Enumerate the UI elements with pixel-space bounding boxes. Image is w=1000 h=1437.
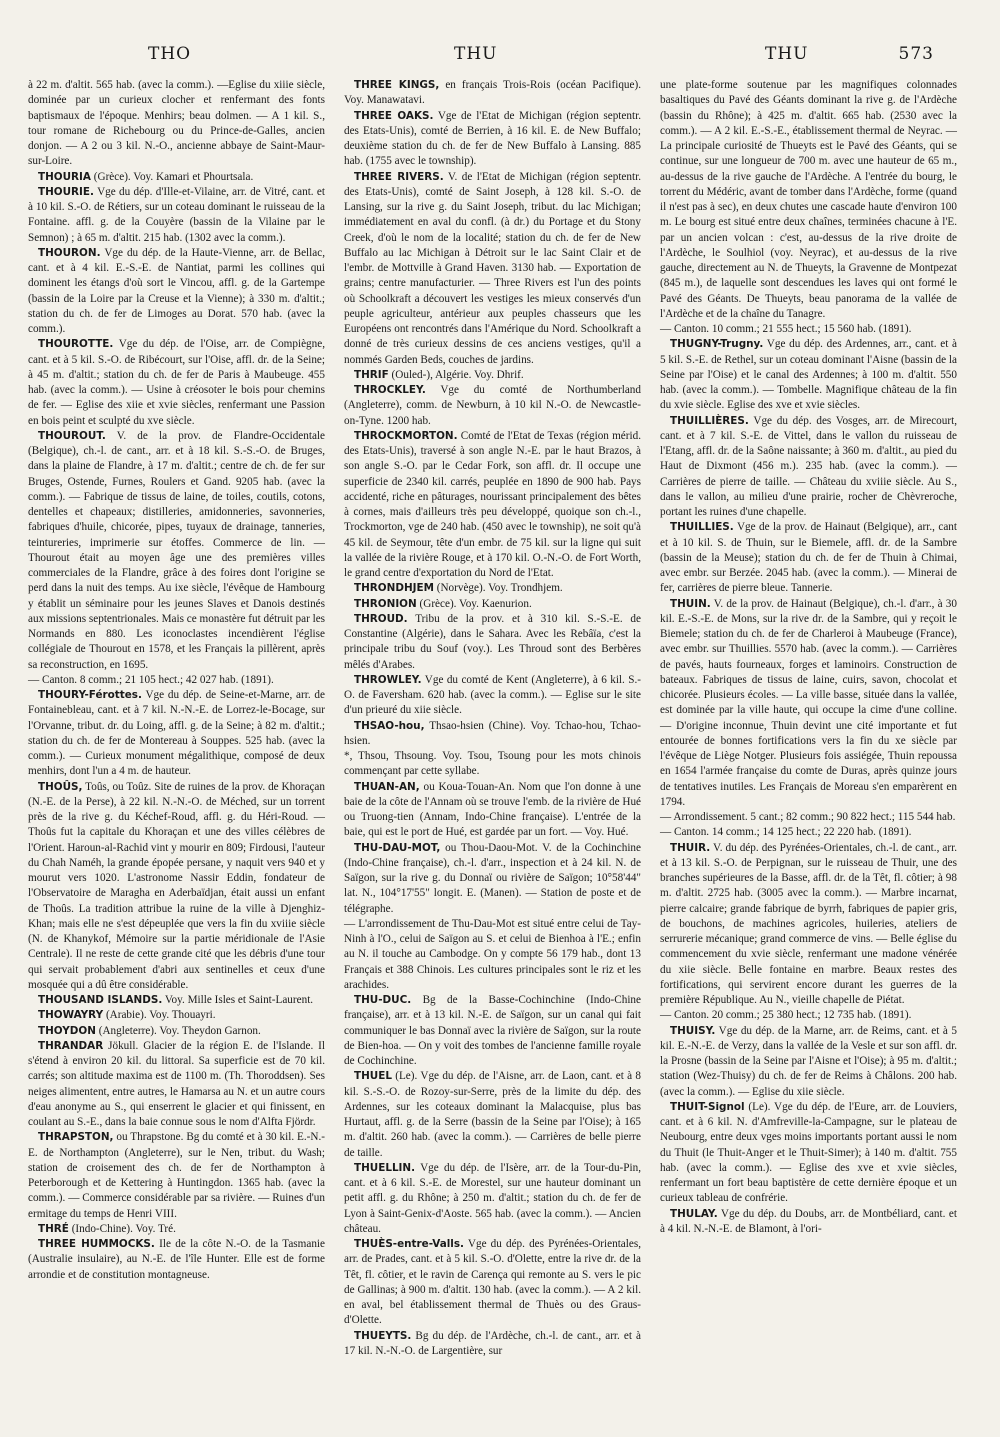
entry-text: V. de la prov. de Hainaut (Belgique), ch.-l. d'arr., à 30 kil. E.-S.-E. de Mons, sur la rive dr. de la Sambre, qui y reçoit le Biemele; station du ch. de fer de Charleroi à Maubeuge (France), avec embr. sur Thuillies. 5570 hab. (avec la comm.). — Carrières de pavés, hauts fourneaux, forges et laminoirs. Construction de bateaux. Fabriques de tissus de laine, cuirs, savon, chocolat et chicorée. Plusieurs écoles. — La ville basse, située dans la vallée, est dominée par la ville haute, qui occupe la cime d'une colline. — D'origine inconnue, Thuin devint une cité importante et fut entourée de bonnes fortifications vers la fin du xe siècle par l'évêque de Liège Notger. Plusieurs fois assiégée, Thuin repoussa en 1654 l'armée française du comte de Duras, après quinze jours de tentatives inutiles. Les Français de Moreau s'en emparèrent en 1794. bbox=[660, 597, 957, 808]
entry-headword: THROCKMORTON. bbox=[354, 429, 458, 442]
entry-headword: THRANDAR bbox=[38, 1039, 104, 1052]
entry-text: Tribu de la prov. et à 310 kil. S.-S.-E. de Constantine (Algérie), dans le Sahara. Avec les Rebâïa, c'est la principale tribu du Souf (voy.). Les Throud sont des Berbères mêlés d'Arabes. bbox=[344, 612, 641, 671]
dictionary-entry bbox=[28, 1024, 325, 1039]
entry-text: (Angleterre). Voy. Theydon Garnon. bbox=[95, 1024, 261, 1037]
entry-text: V. de la prov. de Flandre-Occidentale (Belgique), ch.-l. de cant., arr. et à 18 kil. S.-S.-O. de Bruges, dans la plaine de Flandre, à 17 m. d'altit.; centre de ch. de fer sur Bruges, Ostende, Furnes, Roulers et Gand. 9205 hab. (avec la comm.). — Fabrique de tissus de laine, de toiles, coutils, cotons, dentelles et chapeaux; distilleries, amidonneries, savonneries, fabriques d'huile, chicorée, pipes, tuyaux de drainage, tanneries, teintureries, imprimerie sur étoffes. Commerce de lin. — Thourout était au moyen âge une des premières villes commerciales de la Flandre, grâce à des foires dont l'origine se perd dans la nuit des temps. Au ixe siècle, l'évêque de Hambourg y établit un séminaire pour les jeunes Slaves et Danois destinés aux missions septentrionales. Mais ce monastère fut détruit par les Normands en 880. Les iconoclastes incendièrent l'église collégiale de Thourout en 1578, et les Français la pillèrent, après sa reconstruction, en 1695. bbox=[28, 429, 326, 671]
dictionary-entry bbox=[28, 1222, 325, 1237]
entry-text: (Indo-Chine). Voy. Tré. bbox=[68, 1222, 176, 1235]
page-number: 573 bbox=[898, 44, 934, 64]
entry-text: (Arabie). Voy. Thouayri. bbox=[103, 1009, 216, 1022]
entry-headword: THOWAYRY bbox=[38, 1009, 104, 1022]
entry-headword: THREE RIVERS. bbox=[354, 170, 444, 183]
entry-headword: THOURY-Férottes. bbox=[38, 689, 142, 701]
dictionary-entry bbox=[344, 673, 641, 719]
dictionary-entry bbox=[344, 429, 641, 582]
entry-headword: THRÉ bbox=[38, 1222, 69, 1235]
dictionary-entry bbox=[344, 109, 641, 170]
entry-headword: THU-DAU-MOT, bbox=[354, 841, 441, 854]
entry-text: — Canton. 20 comm.; 25 380 hect.; 12 735 hab. (1891). bbox=[660, 1009, 912, 1022]
entry-headword: THULAY. bbox=[670, 1207, 718, 1220]
dictionary-entry bbox=[344, 993, 641, 1069]
entry-headword: THOÛS, bbox=[38, 780, 83, 793]
dictionary-entry bbox=[344, 841, 641, 917]
entry-text: — L'arrondissement de Thu-Dau-Mot est situé entre celui de Tay-Ninh à l'O., celui de Saïgon au S. et celui de Bienhoa à l'E.; enfin au N. il touche au Cambodge. On y compte 56 179 hab., dont 13 Français et 388 Chinois. Les cultures principales sont le riz et les arachides. bbox=[344, 917, 641, 991]
entry-text: Vge du dép. d'Ille-et-Vilaine, arr. de Vitré, cant. et à 10 kil. S.-O. de Rétiers, sur un coteau dominant le ruisseau de la Fontaine. affl. g. de la Couyère (bassin de la Vilaine par le Semnon) ; à 65 m. d'altit. 215 hab. (1302 avec la comm.). bbox=[28, 185, 325, 244]
dictionary-entry bbox=[660, 1100, 957, 1207]
entry-headword: THUIR. bbox=[670, 841, 711, 854]
dictionary-entry bbox=[28, 1130, 325, 1222]
entry-headword: THREE HUMMOCKS. bbox=[38, 1238, 155, 1250]
entry-text: — Canton. 10 comm.; 21 555 hect.; 15 560 hab. (1891). bbox=[660, 323, 912, 335]
header-left-guide-word: THO bbox=[148, 44, 192, 64]
dictionary-entry bbox=[660, 322, 957, 337]
entry-text: ou Thou-Daou-Mot. V. de la Cochinchine (Indo-Chine française), ch.-l. d'arr., inspection et à 24 kil. N. de Saïgon, sur la rive g. du Donnaï ou rivière de Saïgon; 10°58'44" lat. N., 104°17'55" longit. E. (Manen). — Station de poste et de télégraphe. bbox=[344, 841, 641, 915]
dictionary-entry bbox=[28, 337, 325, 429]
dictionary-entry bbox=[660, 1207, 957, 1238]
dictionary-entry bbox=[28, 993, 325, 1008]
dictionary-entry bbox=[344, 719, 641, 750]
dictionary-entry bbox=[344, 1069, 641, 1161]
dictionary-entry bbox=[660, 841, 957, 1009]
entry-headword: THRONDHJEM bbox=[354, 582, 434, 595]
dictionary-entry bbox=[344, 78, 641, 109]
column-3 bbox=[660, 78, 957, 1237]
entry-headword: THUILLIÈRES. bbox=[670, 414, 749, 427]
entry-headword: THOURIA bbox=[38, 170, 91, 183]
entry-text: — Canton. 14 comm.; 14 125 hect.; 22 220 hab. (1891). bbox=[660, 826, 912, 839]
entry-text: Thsao-hsien (Chine). Voy. Tchao-hou, Tchao-hsien. bbox=[344, 719, 641, 747]
dictionary-entry bbox=[344, 170, 641, 368]
entry-text: (Grèce). Voy. Kaenurion. bbox=[416, 597, 532, 610]
dictionary-entry bbox=[28, 246, 325, 338]
entry-text: — Canton. 8 comm.; 21 105 hect.; 42 027 hab. (1891). bbox=[28, 673, 274, 686]
dictionary-entry bbox=[660, 810, 957, 825]
entry-text: Vge du dép. des Vosges, arr. de Mirecourt, cant. et à 7 kil. S.-E. de Vittel, dans le vallon du ruisseau de l'Etang, affl. dr. de la Saône naissante; à 360 m. d'altit., au pied du Haut de Dixmont (456 m.). 235 hab. (avec la comm.). — Carrières de pierre de taille. — Château du xviiie siècle. Au S., dans le vallon, au milieu d'une prairie, rocher de Chèvreroche, portant les ruines d'une chapelle. bbox=[660, 414, 957, 518]
entry-text: Vge du dép. de l'Isère, arr. de la Tour-du-Pin, cant. et à 6 kil. S.-E. de Morestel, sur une hauteur dominant un petit affl. g. du Rhône; à 250 m. d'altit.; station du ch. de fer de Lyon à Saint-Genix-d'Aoste. 565 hab. (avec la comm.). — Ancien château. bbox=[344, 1161, 641, 1235]
entry-text: (Le). Vge du dép. de l'Eure, arr. de Louviers, cant. et à 6 kil. N. d'Amfreville-la-Campagne, sur le plateau de Neubourg, entre deux vges moins importants portant aussi le nom du Thuit (le Thuit-Anger et le Thuit-Simer); à 140 m. d'altit. 755 hab. (avec la comm.). — Eglise des xve et xvie siècles, renfermant un fort beau baptistère de cette dernière époque et un curieux tableau de confrérie. bbox=[660, 1100, 957, 1205]
dictionary-entry bbox=[344, 597, 641, 612]
column-1 bbox=[28, 78, 325, 1283]
entry-text: Vge du comté de Northumberland (Angleterre), comm. de Newburn, à 10 kil N.-O. de Newcastle-on-Tyne. 1200 hab. bbox=[344, 384, 641, 427]
dictionary-entry bbox=[344, 917, 641, 993]
entry-text: Jökull. Glacier de la région E. de l'Islande. Il s'étend à environ 20 kil. du littoral. Sa superficie est de 70 kil. carrés; son altitude maxima est de 1100 m. (Th. Thoroddsen). Ses neiges alimentent, entre autres, le Hamarsa au N. et un autre cours d'eau anonyme au S., qui enserrent le glacier et qui finissent, en coulant au S.-E., dans la baie connue sous le nom d'Alfta Fjördr. bbox=[28, 1039, 325, 1128]
entry-text: *, Thsou, Thsoung. Voy. Tsou, Tsoung pour les mots chinois commençant par cette syllabe. bbox=[344, 750, 641, 778]
entry-headword: THRIF bbox=[354, 368, 389, 381]
entry-headword: THOUROUT. bbox=[38, 429, 106, 442]
entry-text: (Grèce). Voy. Kamari et Phourtsala. bbox=[90, 170, 254, 183]
entry-headword: THUAN-AN, bbox=[354, 780, 420, 793]
dictionary-entry bbox=[660, 414, 957, 521]
dictionary-entry bbox=[28, 1008, 325, 1023]
entry-headword: THUELLIN. bbox=[354, 1161, 416, 1174]
dictionary-entry bbox=[660, 1024, 957, 1100]
dictionary-entry bbox=[28, 688, 325, 780]
dictionary-entry bbox=[660, 337, 957, 413]
dictionary-entry bbox=[28, 1237, 325, 1283]
entry-text: Bg de la Basse-Cochinchine (Indo-Chine française), arr. et à 13 kil. N.-E. de Saïgon, sur un canal qui fait communiquer le bas Donnaï avec la rivière de Saïgon, sur la route de Bien-hoa. — On y voit des tombes de l'ancienne famille royale de Cochinchine. bbox=[344, 994, 641, 1067]
dictionary-entry bbox=[28, 170, 325, 185]
dictionary-entry bbox=[344, 581, 641, 596]
entry-text: Vge du comté de Kent (Angleterre), à 6 kil. S.-O. de Faversham. 620 hab. (avec la comm.). — Eglise sur le site d'un prieuré du xiie siècle. bbox=[344, 673, 641, 717]
dictionary-entry bbox=[28, 429, 325, 673]
entry-headword: THROUD. bbox=[354, 612, 408, 625]
entry-text: ou Thrapstone. Bg du comté et à 30 kil. E.-N.-E. de Northampton (Angleterre), sur le Nen, tribut. du Wash; station de croisement des ch. de fer de Northampton à Peterborough et de Kettering à Huntingdon. 1365 hab. (avec la comm.). — Commerce considérable par sa rivière. — Ruines d'un ermitage du temps de Henri VIII. bbox=[28, 1131, 325, 1220]
entry-headword: THOYDON bbox=[38, 1024, 96, 1037]
entry-text: en français Trois-Rois (océan Pacifique). Voy. Manawatavi. bbox=[344, 79, 641, 107]
entry-headword: THOUROTTE. bbox=[38, 338, 114, 351]
entry-text: (Le). Vge du dép. de l'Aisne, arr. de Laon, cant. et à 8 kil. S.-S.-O. de Rozoy-sur-Serre, près de la limite du dép. des Ardennes, sur les coteaux dominant la Malacquise, plus bas Hurtaut, affl. g. de la Serre (bassin de la Seine par l'Oise); à 165 m. d'altit. 260 hab. (avec la comm.). — Carrières de belle pierre de taille. bbox=[344, 1070, 641, 1159]
dictionary-entry bbox=[344, 383, 641, 429]
entry-headword: THREE OAKS. bbox=[354, 109, 434, 122]
entry-text: à 22 m. d'altit. 565 hab. (avec la comm.). —Eglise du xiiie siècle, dominée par un curieux clocher et renfermant des fonts baptismaux de l'époque. Menhirs; beau dolmen. — A 1 kil. S., tour romane de Richebourg ou du Prince-de-Galles, ancien donjon. — A 2 ou 3 kil. N.-O., ancienne abbaye de Saint-Maur-sur-Loire. bbox=[28, 79, 325, 168]
entry-headword: THUEL bbox=[354, 1070, 392, 1083]
entry-headword: THOURIE. bbox=[38, 185, 94, 198]
dictionary-entry bbox=[344, 1237, 641, 1329]
dictionary-entry bbox=[660, 1008, 957, 1023]
entry-text: Voy. Mille Isles et Saint-Laurent. bbox=[162, 994, 314, 1006]
entry-headword: THOUSAND ISLANDS. bbox=[38, 994, 163, 1006]
entry-text: V. de l'Etat de Michigan (région septentr. des Etats-Unis), comté de Saint Joseph, à 128 kil. S.-O. de Lansing, sur la rive g. du Saint Joseph, tribut. du lac Michigan; immédiatement en aval du confl. (à dr.) du Portage et du Stony Creek, d'où le nom de la localité; station du ch. de fer de New Buffalo au lac Michigan à Détroit sur le lac Saint Clair et de l'embr. de Mottville à Grand Haven. 3130 hab. — Exportation de grains; centre manufacturier. — Three Rivers est l'un des points où Schoolkraft a découvert les vestiges les mieux conservés d'un peuple agriculteur, antérieur aux peuples chasseurs que les Européens ont rencontrés dans l'Amérique du Nord. Schoolkraft a donné de très curieux dessins de ces anciens vestiges, qu'il a nommés Garden Beds, couches de jardins. bbox=[344, 170, 642, 366]
entry-text: Ile de la côte N.-O. de la Tasmanie (Australie insulaire), au N.-E. de l'île Hunter. Elle est de forme arrondie et de constitution montagneuse. bbox=[28, 1238, 325, 1281]
dictionary-entry bbox=[344, 368, 641, 383]
entry-headword: THUIN. bbox=[670, 597, 711, 610]
entry-headword: THROCKLEY. bbox=[354, 384, 426, 396]
dictionary-entry bbox=[344, 1161, 641, 1237]
dictionary-entry bbox=[344, 780, 641, 841]
entry-text: Comté de l'Etat de Texas (région mérid. des Etats-Unis), traversé à son angle N.-E. par le haut Brazos, à son angle S.-O. par le Cedar Fork, son affl. dr. Il occupe une superficie de 2340 kil. carrés, peuplée en 1890 de 900 hab. Pays accidenté, riche en pâturages, nourissant principalement des bêtes à cornes, mais d'ailleurs très peu développé, quoique son ch.-l., Trockmorton, vge de 240 hab. (450 avec le township), ne soit qu'à 45 kil. de Seymour, tête d'un embr. de 75 kil. sur la ligne qui suit la vallée de la rivière Rouge, et à 170 kil. O.-N.-O. de Fort Worth, le grand centre d'exportation du Nord de l'Etat. bbox=[344, 429, 641, 579]
dictionary-entry bbox=[28, 780, 325, 994]
header-center-guide-word: THU bbox=[454, 44, 498, 64]
entry-text: Vge du dép. du Doubs, arr. de Montbéliard, cant. et à 4 kil. N.-N.-E. de Blamont, à l'ori- bbox=[660, 1207, 957, 1235]
dictionary-entry bbox=[28, 185, 325, 246]
entry-text: Vge du dép. de la Haute-Vienne, arr. de Bellac, cant. et à 4 kil. E.-S.-E. de Nantiat, parmi les collines qui dominent les étangs d'où sort le Vincou, affl. g. de la Gartempe (bassin de la Loire par la Creuse et la Vienne); à 330 m. d'altit.; station du ch. de fer de Limoges au Dorat. 570 hab. (avec la comm.). bbox=[28, 246, 325, 335]
entry-headword: THSAO-hou, bbox=[354, 719, 425, 732]
dictionary-entry bbox=[344, 749, 641, 780]
entry-headword: THUISY. bbox=[670, 1024, 716, 1037]
entry-text: Toûs, ou Toûz. Site de ruines de la prov. de Khoraçan (N.-E. de la Perse), à 22 kil. N.-N.-O. de Méched, sur un torrent près de la rive g. du Kéchef-Roud, affl. g. du Héri-Roud. — Thoûs fut la capitale du Khoraçan et une des villes célèbres de l'Orient. Haroun-al-Rachid vint y mourir en 809; Firdousi, l'auteur du Chah Naméh, la grande épopée persane, y naquit vers 940 et y mourut vers 1020. L'astronome Nassir Eddin, fondateur de l'Observatoire de Maragha en Aderbaïdjan, était aussi un enfant de Thoûs. La tradition attribue la ruine de la ville à Djenghiz-Khan; mais elle ne s'est dépeuplée que vers la fin du xviiie siècle (N. de Khanykof, Mémoire sur la partie méridionale de l'Asie Centrale). Il ne reste de cette grande cité que les débris d'une tour qui servait probablement d'abri aux sentinelles et ceux d'une mosquée qui a dû être considérable. bbox=[28, 780, 325, 991]
entry-text: Vge du dép. de l'Oise, arr. de Compiègne, cant. et à 5 kil. S.-O. de Ribécourt, sur l'Oise, affl. dr. de la Seine; à 45 m. d'altit.; station du ch. de fer de Paris à Maubeuge. 455 hab. (avec la comm.). — Usine à créosoter le bois pour chemins de fer. — Eglise des xiie et xvie siècles, renfermant une Passion en bois peint et sculpté du xve siècle. bbox=[28, 338, 325, 427]
entry-text: Bg du dép. de l'Ardèche, ch.-l. de cant., arr. et à 17 kil. N.-N.-O. de Largentière, sur bbox=[344, 1329, 641, 1357]
entry-headword: THOURON. bbox=[38, 246, 101, 259]
entry-text: Vge du dép. des Ardennes, arr., cant. et à 5 kil. S.-E. de Rethel, sur un coteau dominant l'Aisne (bassin de la Seine par l'Oise) et le canal des Ardennes; à 100 m. d'altit. 550 hab. (avec la comm.). — Tombelle. Magnifique château de la fin du xvie siècle. Eglise des xve et xvie siècles. bbox=[660, 338, 957, 412]
entry-headword: THRONION bbox=[354, 597, 417, 610]
entry-headword: THREE KINGS, bbox=[354, 79, 440, 91]
running-header bbox=[0, 44, 1000, 74]
entry-headword: THROWLEY. bbox=[354, 673, 422, 686]
entry-text: ou Koua-Touan-An. Nom que l'on donne à une baie de la côte de l'Annam où se trouve l'emb. de la rivière de Hué ou Truong-tien (Annam, Indo-Chine française). L'entrée de la baie, qui est le port de Hué, est gardée par un fort. — Voy. Hué. bbox=[344, 780, 641, 839]
entry-text: Vge de la prov. de Hainaut (Belgique), arr., cant et à 10 kil. S. de Thuin, sur le Biemele, affl. dr. de la Sambre (bassin de la Meuse); station du ch. de fer de Thuin à Chimai, avec embr. sur Berzée. 2045 hab. (avec la comm.). — Minerai de fer, carrières de pierre bleue. Tannerie. bbox=[660, 521, 957, 595]
entry-text: une plate-forme soutenue par les magnifiques colonnades basaltiques du Pavé des Géants dominant la rive g. de l'Ardèche (bassin du Rhône); à 425 m. d'altit. 665 hab. (2530 avec la comm.). — A 2 kil. E.-S.-E., établissement thermal de Neyrac. — La principale curiosité de Thueyts est le Pavé des Géants, qui se continue, sur une longueur de 700 m. avec une hauteur de 65 m., au-dessus de la rive gauche de l'Ardèche. A l'entrée du bourg, le torrent du Médéric, avant de tomber dans l'Ardèche, forme (quand il n'est pas à sec), en deux chutes une cascade haute d'environ 100 m. Le bourg est situé entre deux chaînes, terminées chacune à l'E. par un ancien volcan : c'est, au-dessus de la rive droite de l'Ardèche, le Soulhiol (voy. Neyrac), et au-dessus de la rive gauche, directement au N. de Thueyts, la Gravenne de Montpezat (845 m.), de laquelle sont descendues les laves qui ont formé le Pavé des Géants. De Thueyts, beau panorama de la vallée de l'Ardèche et de la chaîne du Tanagre. bbox=[660, 79, 957, 320]
entry-text: V. du dép. des Pyrénées-Orientales, ch.-l. de cant., arr. et à 13 kil. S.-O. de Perpignan, sur le ruisseau de Thuir, une des branches supérieures de la Basse, affl. dr. de la Têt, fl. côtier; à 98 m. d'altit. 2725 hab. (3005 avec la comm.). — Marbre incarnat, pierre calcaire; grande fabrique de byrrh, fabriques de papier gris, de bouchons, de machines agricoles, huileries, ateliers de serrurerie mécanique; grand commerce de vins. — Belle église du commencement du xvie siècle, renfermant une madone vénérée du xiie siècle. Belle fontaine en marbre. Beaux restes des fortifications, qui servirent encore durant les guerres de la première République. Au N., vieille chapelle de Piétat. bbox=[660, 841, 957, 1006]
entry-text: — Arrondissement. 5 cant.; 82 comm.; 90 822 hect.; 115 544 hab. bbox=[660, 811, 956, 823]
dictionary-entry bbox=[344, 1329, 641, 1360]
dictionary-entry bbox=[28, 673, 325, 688]
entry-headword: THU-DUC. bbox=[354, 994, 412, 1006]
dictionary-entry bbox=[28, 78, 325, 170]
entry-headword: THUGNY-Trugny. bbox=[670, 338, 764, 351]
column-2 bbox=[344, 78, 641, 1359]
dictionary-entry bbox=[660, 597, 957, 811]
entry-headword: THUILLIES. bbox=[670, 521, 734, 534]
dictionary-entry bbox=[660, 520, 957, 596]
dictionary-entry bbox=[28, 1039, 325, 1131]
dictionary-entry bbox=[660, 825, 957, 840]
header-right-guide-word: THU bbox=[765, 44, 809, 64]
entry-headword: THRAPSTON, bbox=[38, 1131, 114, 1144]
dictionary-entry bbox=[344, 612, 641, 673]
entry-text: Vge du dép. des Pyrénées-Orientales, arr. de Prades, cant. et à 5 kil. S.-O. d'Olette, entre la rive dr. de la Têt, fl. côtier, et le ravin de Carença qui remonte au S. vers le pic de Gallinas; à 900 m. d'altit. 130 hab. (avec la comm.). — A 2 kil. en aval, bel établissement thermal de Thuès ou des Graus-d'Olette. bbox=[344, 1238, 641, 1327]
entry-text: (Ouled-), Algérie. Voy. Dhrif. bbox=[388, 368, 524, 381]
dictionary-entry bbox=[660, 78, 957, 322]
entry-text: (Norvège). Voy. Trondhjem. bbox=[433, 582, 563, 595]
entry-text: Vge de l'Etat de Michigan (région septentr. des Etats-Unis), comté de Berrien, à 16 kil. E. de New Buffalo; deuxième station du ch. de fer de New Buffalo à Lansing. 885 hab. (1755 avec le township). bbox=[344, 109, 641, 168]
entry-text: Vge du dép. de la Marne, arr. de Reims, cant. et à 5 kil. E.-N.-E. de Verzy, dans la vallée de la Vesle et sur son affl. dr. la Prosne (bassin de la Seine par l'Aisne et l'Oise); à 95 m. d'altit.; station (Wez-Thuisy) du ch. de fer de Reims à Châlons. 200 hab. (avec la comm.). — Eglise du xiie siècle. bbox=[660, 1024, 957, 1098]
entry-headword: THUÈS-entre-Valls. bbox=[354, 1238, 464, 1250]
entry-headword: THUEYTS. bbox=[354, 1329, 412, 1342]
entry-text: Vge du dép. de Seine-et-Marne, arr. de Fontainebleau, cant. et à 7 kil. N.-N.-E. de Lorrez-le-Bocage, sur l'Orvanne, tribut. dr. du Loing, affl. g. de la Seine; à 82 m. d'altit.; station du ch. de fer de Montereau à Souppes. 525 hab. (avec la comm.). — Curieux monument mégalithique, composé de deux menhirs, dont l'un a 4 m. de hauteur. bbox=[28, 689, 325, 778]
entry-headword: THUIT-Signol bbox=[670, 1100, 745, 1113]
